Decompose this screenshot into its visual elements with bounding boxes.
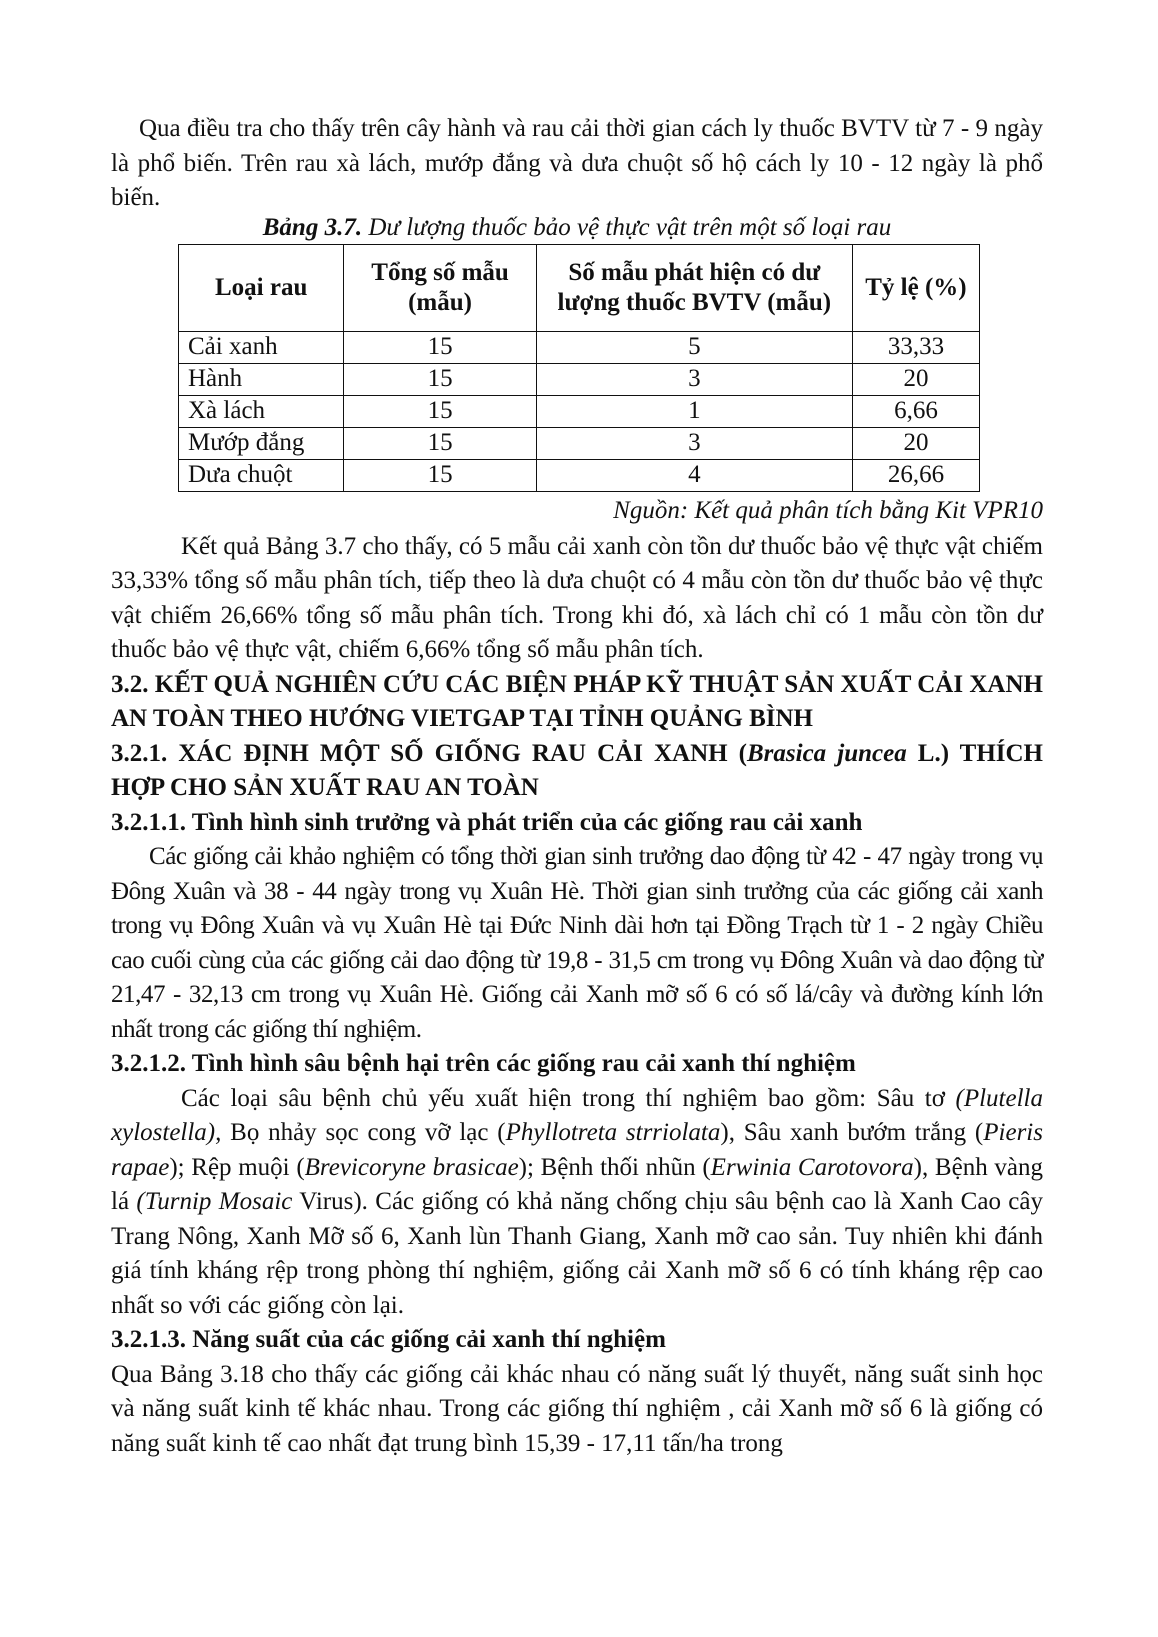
pests-sci-1: (Plutella xylostella), <box>111 1084 1043 1146</box>
cell-vegetable: Dưa chuột <box>179 459 344 491</box>
pests-text-5: ); Bệnh thối nhũn ( <box>518 1153 711 1181</box>
section-heading-3-2-1-3: 3.2.1.3. Năng suất của các giống cải xanh thí nghiệm <box>111 1326 666 1353</box>
residue-table <box>178 244 980 492</box>
cell-vegetable: Mướp đắng <box>179 427 344 459</box>
table-row <box>179 363 980 395</box>
pests-sci-6: (Turnip Mosaic <box>136 1188 293 1215</box>
pests-sci-5: Erwinia Carotovora <box>710 1153 914 1181</box>
section-heading-3-2-1-1: 3.2.1.1. Tình hình sinh trưởng và phát triển của các giống rau cải xanh <box>111 808 863 836</box>
cell-rate: 33,33 <box>852 331 979 363</box>
paragraph-growth: Các giống cải khảo nghiệm có tổng thời gian sinh trưởng dao động từ 42 - 47 ngày trong vụ Đông Xuân và 38 - 44 ngày trong vụ Xuân Hè. Thời gian sinh trưởng của các giống cải xanh trong vụ Đông Xuân và vụ Xuân Hè tại Đức Ninh dài hơn tại Đồng Trạch từ 1 - 2 ngày Chiều cao cuối cùng của các giống cải dao động từ 19,8 - 31,5 cm trong vụ Đông Xuân và dao động từ 21,47 - 32,13 cm trong vụ Xuân Hè. Giống cải Xanh mỡ số 6 có số lá/cây và đường kính lớn nhất trong các giống thí nghiệm. <box>111 843 1043 1043</box>
pests-text-7: Virus). Các giống có khả năng chống chịu sâu bệnh cao là Xanh Cao cây Trang Nông, Xanh Mỡ số 6, Xanh lùn Thanh Giang, Xanh mỡ cao sản. Tuy nhiên khi đánh giá tính kháng rệp trong phòng thí nghiệm, giống cải Xanh mỡ số 6 có tính kháng rệp cao nhất so với các giống còn lại. <box>111 1188 1043 1319</box>
table-row <box>179 459 980 491</box>
cell-rate: 20 <box>852 363 979 395</box>
pests-text-3: ), Sâu xanh bướm trắng ( <box>720 1119 984 1146</box>
document-page <box>111 112 1043 1461</box>
table-row <box>179 395 980 427</box>
cell-total: 15 <box>344 427 536 459</box>
pests-text-1: Các loại sâu bệnh chủ yếu xuất hiện trong thí nghiệm bao gồm: Sâu tơ <box>181 1084 956 1112</box>
pests-sci-3: Pieris rapae <box>111 1119 1043 1181</box>
paragraph-intro: Qua điều tra cho thấy trên cây hành và rau cải thời gian cách ly thuốc BVTV từ 7 - 9 ngày là phổ biến. Trên rau xà lách, mướp đắng và dưa chuột số hộ cách ly 10 - 12 ngày là phổ biến. <box>111 115 1043 211</box>
section-heading-3-2-1 <box>111 737 1043 806</box>
pests-text-6: ), Bệnh vàng lá <box>111 1153 1043 1215</box>
cell-vegetable: Hành <box>179 363 344 395</box>
cell-vegetable: Xà lách <box>179 395 344 427</box>
cell-detected: 5 <box>536 331 852 363</box>
pests-sci-2: Phyllotreta strriolata <box>505 1119 721 1146</box>
heading-3-2-1-before: 3.2.1. XÁC ĐỊNH MỘT SỐ GIỐNG RAU CẢI XANH ( <box>111 739 747 767</box>
cell-rate: 6,66 <box>852 395 979 427</box>
table-row <box>179 331 980 363</box>
section-heading-3-2: 3.2. KẾT QUẢ NGHIÊN CỨU CÁC BIỆN PHÁP KỸ THUẬT SẢN XUẤT CẢI XANH AN TOÀN THEO HƯỚNG VIETGAP TẠI TỈNH QUẢNG BÌNH <box>111 670 1043 732</box>
cell-total: 15 <box>344 363 536 395</box>
cell-total: 15 <box>344 459 536 491</box>
table-caption-label: Bảng 3.7. <box>262 213 363 241</box>
cell-detected: 1 <box>536 395 852 427</box>
cell-detected: 3 <box>536 427 852 459</box>
paragraph-pests <box>111 1082 1043 1324</box>
pests-sci-4: Brevicoryne brasicae <box>304 1153 519 1181</box>
heading-3-2-1-scientific-name: Brasica juncea <box>747 739 907 767</box>
header-rate: Tỷ lệ (%) <box>852 244 979 331</box>
section-heading-3-2-1-2: 3.2.1.2. Tình hình sâu bệnh hại trên các giống rau cải xanh thí nghiệm <box>111 1050 856 1077</box>
cell-rate: 26,66 <box>852 459 979 491</box>
table-header-row <box>179 244 980 331</box>
paragraph-yield: Qua Bảng 3.18 cho thấy các giống cải khác nhau có năng suất lý thuyết, năng suất sinh học và năng suất kinh tế khác nhau. Trong các giống thí nghiệm , cải Xanh mỡ số 6 là giống có năng suất kinh tế cao nhất đạt trung bình 15,39 - 17,11 tấn/ha trong <box>111 1360 1043 1457</box>
cell-total: 15 <box>344 331 536 363</box>
table-caption <box>111 212 1043 244</box>
header-total-samples: Tổng số mẫu (mẫu) <box>344 244 536 331</box>
header-vegetable-type: Loại rau <box>179 244 344 331</box>
table-row <box>179 427 980 459</box>
cell-total: 15 <box>344 395 536 427</box>
cell-vegetable: Cải xanh <box>179 331 344 363</box>
pests-text-2: Bọ nhảy sọc cong vỡ lạc ( <box>221 1119 506 1146</box>
paragraph-table-results: Kết quả Bảng 3.7 cho thấy, có 5 mẫu cải xanh còn tồn dư thuốc bảo vệ thực vật chiếm 33,33% tổng số mẫu phân tích, tiếp theo là dưa chuột có 4 mẫu còn tồn dư thuốc bảo vệ thực vật chiếm 26,66% tổng số mẫu phân tích. Trong khi đó, xà lách chỉ có 1 mẫu còn tồn dư thuốc bảo vệ thực vật, chiếm 6,66% tổng số mẫu phân tích. <box>111 532 1043 663</box>
pests-text-4: ); Rệp muội ( <box>169 1153 305 1181</box>
cell-detected: 4 <box>536 459 852 491</box>
cell-rate: 20 <box>852 427 979 459</box>
table-source: Nguồn: Kết quả phân tích bằng Kit VPR10 <box>613 496 1043 524</box>
cell-detected: 3 <box>536 363 852 395</box>
header-detected-samples: Số mẫu phát hiện có dư lượng thuốc BVTV (mẫu) <box>536 244 852 331</box>
table-caption-text: Dư lượng thuốc bảo vệ thực vật trên một số loại rau <box>362 213 892 241</box>
heading-3-2-1-after: L.) THÍCH HỢP CHO SẢN XUẤT RAU AN TOÀN <box>111 739 1043 801</box>
